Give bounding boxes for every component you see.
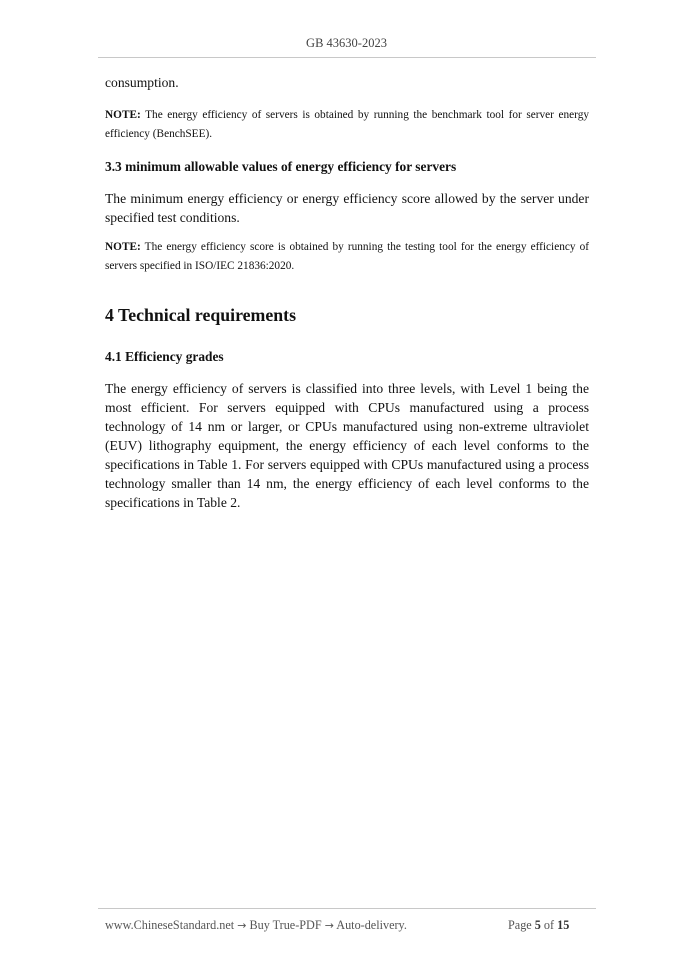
page-current: 5	[534, 918, 541, 932]
page-word: Page	[508, 918, 532, 932]
note-label: NOTE:	[105, 241, 141, 253]
section-3-3-heading: 3.3 minimum allowable values of energy efficiency for servers	[105, 159, 457, 174]
header-divider	[98, 57, 596, 58]
page-indicator	[508, 918, 569, 933]
footer-delivery-text: Auto-delivery.	[336, 918, 407, 932]
note-benchsee	[105, 106, 589, 144]
footer-links	[105, 918, 407, 933]
note-text: The energy efficiency score is obtained by running the testing tool for the energy efficiency of servers specified in ISO/IEC 21836:2020.	[105, 241, 590, 272]
of-word: of	[543, 918, 555, 932]
paragraph-continuation: consumption.	[105, 75, 179, 90]
note-label: NOTE:	[105, 109, 141, 121]
footer-divider	[98, 908, 596, 909]
footer-site-link[interactable]: www.ChineseStandard.net	[105, 918, 235, 932]
footer-buy-link[interactable]: Buy True-PDF	[249, 918, 322, 932]
arrow-right-icon: →	[324, 919, 334, 932]
section-4-1-paragraph: The energy efficiency of servers is classified into three levels, with Level 1 being the most efficient. For servers equipped with CPUs manufactured using a process technology of 14 nm or larger, or CPUs manufactured using non-extreme ultraviolet (EUV) lithography equipment, the energy efficiency of each level conforms to the specifications in Table 1. For servers equipped with CPUs manufactured using a process technology smaller than 14 nm, the energy efficiency of each level conforms to the specifications in Table 2.	[105, 381, 589, 510]
section-4-heading: 4 Technical requirements	[105, 305, 296, 325]
section-4-1-heading: 4.1 Efficiency grades	[105, 349, 224, 364]
section-3-3-paragraph: The minimum energy efficiency or energy efficiency score allowed by the server under specified test conditions.	[105, 191, 589, 225]
note-text: The energy efficiency of servers is obtained by running the benchmark tool for server energy efficiency (BenchSEE).	[105, 109, 589, 140]
arrow-right-icon: →	[237, 919, 247, 932]
note-iso-iec	[105, 238, 589, 276]
page-total: 15	[557, 918, 570, 932]
running-header: GB 43630-2023	[306, 36, 387, 50]
